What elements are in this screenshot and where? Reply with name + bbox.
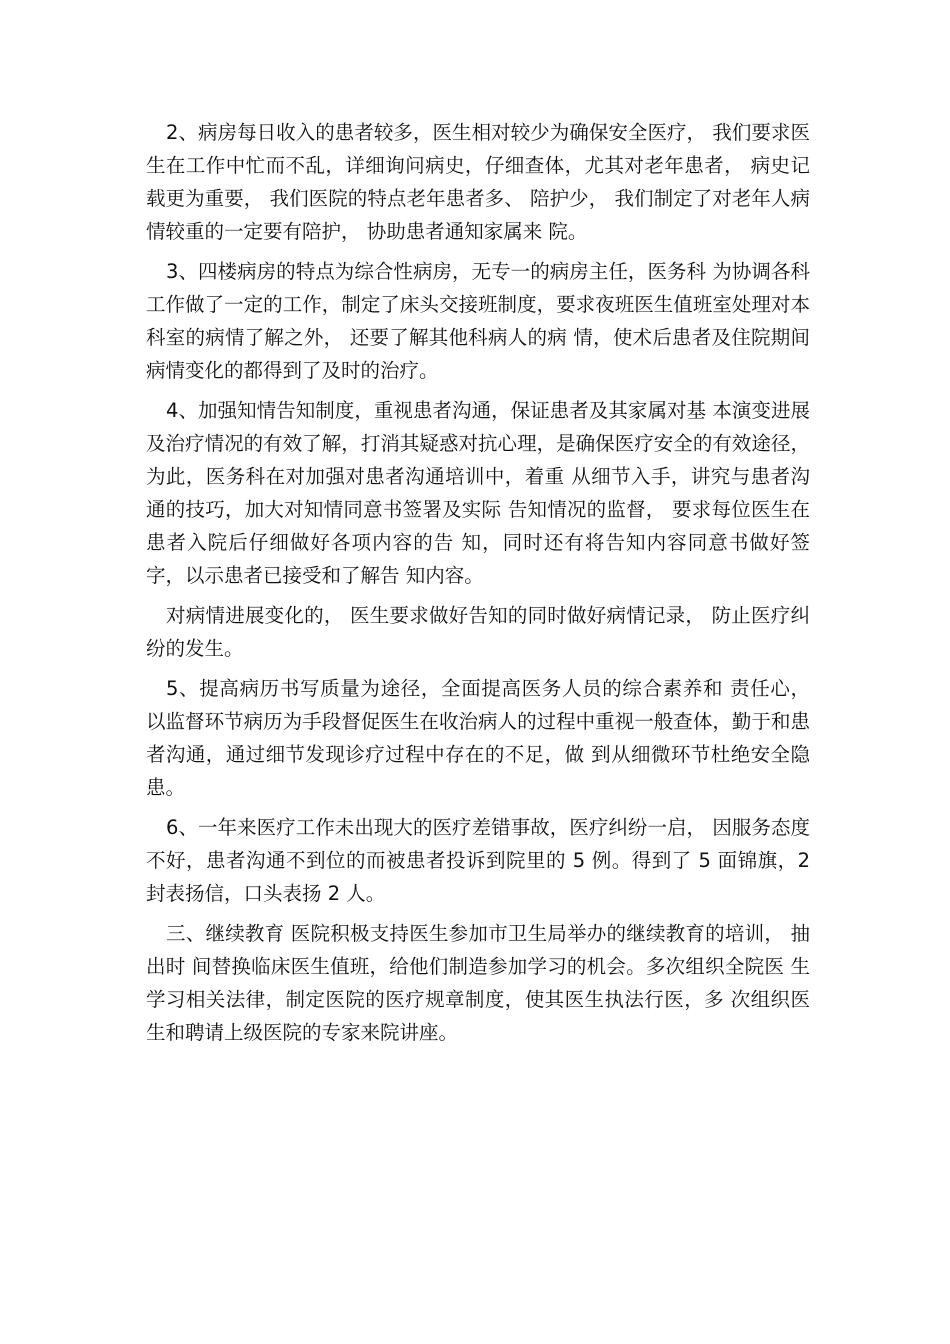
paragraph-fourth-floor-ward: 3、四楼病房的特点为综合性病房，无专一的病房主任，医务科 为协调各科工作做了一定的工作，制定了床头交接班制度，要求夜班医生值班室处理对本科室的病情了解之外， 还要了解其他科病人的病 情，使术后患者及住院期间病情变化的都得到了及时的治疗。 (146, 260, 810, 382)
paragraph-annual-summary: 6、一年来医疗工作未出现大的医疗差错事故，医疗纠纷一启， 因服务态度不好，患者沟通不到位的而被患者投诉到院里的 5 例。得到了 5 面锦旗，2 封表扬信，口头表扬 2 人。 (146, 816, 810, 905)
paragraph-ward-admissions: 2、病房每日收入的患者较多，医生相对较少为确保安全医疗， 我们要求医生在工作中忙而不乱，详细询问病史，仔细查体，尤其对老年患者， 病史记载更为重要， 我们医院的特点老年患者多、 陪护少， 我们制定了对老年人病情较重的一定要有陪护， 协助患者通知家属来 院。 (146, 121, 810, 243)
document-body (146, 116, 810, 1049)
paragraph-condition-changes: 对病情进展变化的， 医生要求做好告知的同时做好病情记录， 防止医疗纠纷的发生。 (146, 604, 810, 660)
paragraph-continuing-education: 三、继续教育 医院积极支持医生参加市卫生局举办的继续教育的培训， 抽出时 间替换临床医生值班，给他们制造参加学习的机会。多次组织全院医 生学习相关法律，制定医院的医疗规章制度，使其医生执法行医，多 次组织医生和聘请上级医院的专家来院讲座。 (146, 922, 810, 1044)
paragraph-medical-records: 5、提高病历书写质量为途径，全面提高医务人员的综合素养和 责任心， 以监督环节病历为手段督促医生在收治病人的过程中重视一般查体，勤于和患者沟通，通过细节发现诊疗过程中存在的不足，做 到从细微环节杜绝安全隐患。 (146, 677, 810, 799)
paragraph-informed-consent: 4、加强知情告知制度，重视患者沟通，保证患者及其家属对基 本演变进展及治疗情况的有效了解，打消其疑惑对抗心理，是确保医疗安全的有效途径，为此，医务科在对加强对患者沟通培训中，着重 从细节入手，讲究与患者沟通的技巧，加大对知情同意书签署及实际 告知情况的监督， 要求每位医生在患者入院后仔细做好各项内容的告 知，同时还有将告知内容同意书做好签字，以示患者已接受和了解告 知内容。 (146, 399, 810, 587)
